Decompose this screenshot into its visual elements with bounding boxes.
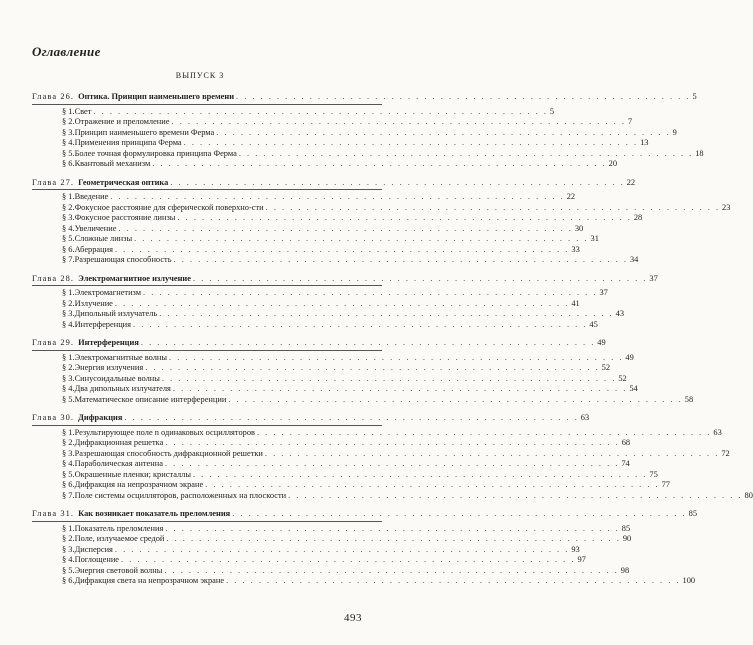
leader-dots: . . . . . . . . . . . . . . . . . . . . . . . . . . . . . . . . . . . . . . . . . . . . . . . . . . . . . . . . bbox=[232, 509, 687, 518]
leader-dots: . . . . . . . . . . . . . . . . . . . . . . . . . . . . . . . . . . . . . . . . . . . . . . . . . . . . . . . . bbox=[183, 138, 639, 147]
section-entry[interactable] bbox=[32, 213, 643, 224]
section-entry[interactable] bbox=[32, 223, 584, 235]
section-number: § 4. bbox=[62, 319, 75, 329]
section-title: Интерференция bbox=[74, 319, 132, 329]
section-title: Параболическая антенна bbox=[74, 459, 163, 468]
section-number: § 4. bbox=[62, 138, 75, 147]
leader-dots: . . . . . . . . . . . . . . . . . . . . . . . . . . . . . . . . . . . . . . . . . . . . . . . . . . . . . . . . bbox=[124, 413, 579, 422]
chapter-heading[interactable] bbox=[32, 413, 590, 426]
section-title: Дифракция на непрозрачном экране bbox=[74, 480, 204, 489]
section-entry[interactable] bbox=[32, 438, 631, 449]
leader-dots: . . . . . . . . . . . . . . . . . . . . . . . . . . . . . . . . . . . . . . . . . . . . . . . . . . . . . . . . bbox=[134, 234, 589, 243]
section-title: Дисперсия bbox=[74, 544, 113, 554]
section-title: Излучение bbox=[74, 298, 113, 308]
leader-dots: . . . . . . . . . . . . . . . . . . . . . . . . . . . . . . . . . . . . . . . . . . . . . . . . . . . . . . . . bbox=[264, 448, 720, 458]
section-page: 52 bbox=[618, 373, 627, 383]
section-title: Разрешающая способность дифракционной решетки bbox=[74, 448, 263, 458]
section-page: 63 bbox=[713, 427, 722, 437]
section-number: § 3. bbox=[62, 544, 75, 554]
section-title: Энергия световой волны bbox=[74, 565, 163, 575]
section-page: 74 bbox=[621, 459, 630, 468]
leader-dots: . . . . . . . . . . . . . . . . . . . . . . . . . . . . . . . . . . . . . . . . . . . . . . . . . . . . . . . . bbox=[145, 363, 600, 372]
section-number: § 1. bbox=[62, 523, 75, 533]
leader-dots: . . . . . . . . . . . . . . . . . . . . . . . . . . . . . . . . . . . . . . . . . . . . . . . . . . . . . . . . bbox=[228, 394, 683, 404]
chapter-title: Электромагнитное излучение bbox=[78, 273, 191, 283]
section-page: 31 bbox=[590, 234, 599, 243]
chapter-title: Геометрическая оптика bbox=[78, 177, 169, 187]
section-title: Увеличение bbox=[74, 223, 117, 233]
section-page: 18 bbox=[695, 148, 704, 158]
section-entry[interactable] bbox=[32, 138, 649, 149]
section-entry[interactable] bbox=[32, 106, 555, 118]
chapter-block bbox=[32, 177, 731, 266]
chapter-heading[interactable] bbox=[32, 273, 658, 287]
section-page: 93 bbox=[571, 544, 580, 554]
leader-dots: . . . . . . . . . . . . . . . . . . . . . . . . . . . . . . . . . . . . . . . . . . . . . . . . . . . . . . . . bbox=[171, 117, 626, 126]
leader-dots: . . . . . . . . . . . . . . . . . . . . . . . . . . . . . . . . . . . . . . . . . . . . . . . . . . . . . . . . bbox=[192, 273, 648, 283]
leader-dots: . . . . . . . . . . . . . . . . . . . . . . . . . . . . . . . . . . . . . . . . . . . . . . . . . . . . . . . . bbox=[165, 523, 620, 533]
section-page: 20 bbox=[608, 159, 618, 168]
chapter-page: 63 bbox=[580, 413, 590, 422]
section-number: § 7. bbox=[62, 255, 75, 264]
section-entry[interactable] bbox=[32, 234, 599, 245]
section-entry[interactable] bbox=[32, 363, 611, 374]
section-entry[interactable] bbox=[32, 555, 586, 566]
section-entry[interactable] bbox=[32, 117, 633, 128]
section-page: 72 bbox=[721, 448, 730, 458]
section-entry[interactable] bbox=[32, 127, 677, 139]
section-entry[interactable] bbox=[32, 202, 731, 214]
section-entry[interactable] bbox=[32, 384, 638, 395]
section-number: § 6. bbox=[62, 159, 75, 168]
leader-dots: . . . . . . . . . . . . . . . . . . . . . . . . . . . . . . . . . . . . . . . . . . . . . . . . . . . . . . . . bbox=[118, 223, 573, 233]
section-title: Сложные линзы bbox=[74, 234, 133, 243]
leader-dots: . . . . . . . . . . . . . . . . . . . . . . . . . . . . . . . . . . . . . . . . . . . . . . . . . . . . . . . . bbox=[133, 319, 588, 329]
chapter-page: 37 bbox=[649, 273, 658, 283]
section-number: § 5. bbox=[62, 394, 75, 404]
chapter-block bbox=[32, 338, 694, 405]
leader-dots: . . . . . . . . . . . . . . . . . . . . . . . . . . . . . . . . . . . . . . . . . . . . . . . . . . . . . . . . bbox=[93, 106, 548, 116]
table-of-contents bbox=[32, 92, 753, 595]
section-page: 30 bbox=[574, 223, 584, 233]
chapter-label: Глава 31. bbox=[32, 509, 75, 518]
section-page: 34 bbox=[629, 255, 639, 264]
chapter-title: Интерференция bbox=[78, 338, 139, 347]
chapter-title: Дифракция bbox=[78, 413, 123, 422]
section-title: Квантовый механизм bbox=[74, 159, 151, 168]
section-page: 90 bbox=[622, 534, 632, 543]
leader-dots: . . . . . . . . . . . . . . . . . . . . . . . . . . . . . . . . . . . . . . . . . . . . . . . . . . . . . . . . bbox=[265, 202, 721, 212]
section-entry[interactable] bbox=[32, 576, 696, 587]
section-number: § 2. bbox=[62, 117, 75, 126]
section-entry[interactable] bbox=[32, 288, 608, 299]
section-page: 97 bbox=[577, 555, 586, 564]
section-title: Результирующее поле n одинаковых осцилляторов bbox=[74, 427, 255, 437]
leader-dots: . . . . . . . . . . . . . . . . . . . . . . . . . . . . . . . . . . . . . . . . . . . . . . . . . . . . . . . . bbox=[164, 565, 619, 575]
section-title: Математическое описание интерференции bbox=[74, 394, 227, 404]
section-number: § 3. bbox=[62, 213, 75, 222]
leader-dots: . . . . . . . . . . . . . . . . . . . . . . . . . . . . . . . . . . . . . . . . . . . . . . . . . . . . . . . . bbox=[159, 309, 614, 318]
section-title: Поле системы осцилляторов, расположенных на плоскости bbox=[74, 490, 287, 500]
section-entry[interactable] bbox=[32, 244, 580, 256]
chapter-label: Глава 29. bbox=[32, 338, 75, 347]
section-page: 9 bbox=[672, 127, 677, 137]
section-number: § 4. bbox=[62, 384, 75, 393]
leader-dots: . . . . . . . . . . . . . . . . . . . . . . . . . . . . . . . . . . . . . . . . . . . . . . . . . . . . . . . . bbox=[169, 352, 624, 362]
leader-dots: . . . . . . . . . . . . . . . . . . . . . . . . . . . . . . . . . . . . . . . . . . . . . . . . . . . . . . . . bbox=[114, 298, 570, 308]
section-title: Отражение и преломление bbox=[74, 117, 170, 126]
chapter-label: Глава 28. bbox=[32, 273, 75, 283]
section-page: 28 bbox=[633, 213, 643, 222]
section-page: 49 bbox=[625, 352, 634, 362]
section-number: § 2. bbox=[62, 363, 75, 372]
chapter-page: 49 bbox=[597, 338, 606, 347]
leader-dots: . . . . . . . . . . . . . . . . . . . . . . . . . . . . . . . . . . . . . . . . . . . . . . . . . . . . . . . . bbox=[161, 373, 617, 383]
leader-dots: . . . . . . . . . . . . . . . . . . . . . . . . . . . . . . . . . . . . . . . . . . . . . . . . . . . . . . . . bbox=[238, 148, 694, 158]
section-number: § 3. bbox=[62, 309, 75, 318]
leader-dots: . . . . . . . . . . . . . . . . . . . . . . . . . . . . . . . . . . . . . . . . . . . . . . . . . . . . . . . . bbox=[143, 288, 598, 297]
section-entry[interactable] bbox=[32, 352, 634, 364]
section-number: § 4. bbox=[62, 555, 75, 564]
leader-dots: . . . . . . . . . . . . . . . . . . . . . . . . . . . . . . . . . . . . . . . . . . . . . . . . . . . . . . . . bbox=[152, 159, 607, 168]
section-page: 80 bbox=[744, 490, 753, 500]
section-page: 58 bbox=[684, 394, 694, 404]
chapter-label: Глава 30. bbox=[32, 413, 75, 422]
chapter-label: Глава 27. bbox=[32, 177, 75, 187]
section-title: Фокусное расстояние линзы bbox=[74, 213, 176, 222]
section-title: Два дипольных излучателя bbox=[74, 384, 171, 393]
section-entry[interactable] bbox=[32, 469, 658, 481]
section-title: Разрешающая способность bbox=[74, 255, 172, 264]
section-number: § 6. bbox=[62, 244, 75, 254]
section-entry[interactable] bbox=[32, 427, 722, 439]
section-page: 5 bbox=[549, 106, 555, 116]
section-entry[interactable] bbox=[32, 448, 730, 460]
section-page: 22 bbox=[566, 192, 576, 201]
section-number: § 3. bbox=[62, 127, 75, 137]
section-page: 77 bbox=[661, 480, 670, 489]
section-number: § 2. bbox=[62, 534, 75, 543]
section-title: Принцип наименьшего времени Ферма bbox=[74, 127, 215, 137]
section-number: § 4. bbox=[62, 223, 75, 233]
section-entry[interactable] bbox=[32, 309, 625, 320]
leader-dots: . . . . . . . . . . . . . . . . . . . . . . . . . . . . . . . . . . . . . . . . . . . . . . . . . . . . . . . . bbox=[173, 255, 628, 264]
chapter-page: 85 bbox=[688, 509, 697, 518]
section-number: § 1. bbox=[62, 352, 75, 362]
leader-dots: . . . . . . . . . . . . . . . . . . . . . . . . . . . . . . . . . . . . . . . . . . . . . . . . . . . . . . . . bbox=[121, 555, 576, 564]
section-page: 41 bbox=[571, 298, 580, 308]
section-page: 33 bbox=[571, 244, 580, 254]
section-number: § 1. bbox=[62, 288, 75, 297]
section-number: § 2. bbox=[62, 438, 75, 447]
section-title: Показатель преломления bbox=[74, 523, 164, 533]
section-page: 98 bbox=[620, 565, 630, 575]
section-entry[interactable] bbox=[32, 192, 576, 203]
chapter-block bbox=[32, 413, 753, 501]
section-entry[interactable] bbox=[32, 534, 632, 545]
section-page: 43 bbox=[615, 309, 625, 318]
section-entry[interactable] bbox=[32, 544, 580, 556]
section-page: 68 bbox=[621, 438, 631, 447]
page-heading: Оглавление bbox=[32, 44, 101, 59]
section-number: § 3. bbox=[62, 448, 75, 458]
section-title: Более точная формулировка принципа Ферма bbox=[74, 148, 237, 158]
section-title: Поглощение bbox=[74, 555, 120, 564]
section-title: Введение bbox=[74, 192, 109, 201]
section-title: Аберрация bbox=[74, 244, 113, 254]
section-title: Окрашенные пленки; кристаллы bbox=[74, 469, 191, 479]
section-number: § 6. bbox=[62, 576, 75, 585]
section-entry[interactable] bbox=[32, 459, 630, 470]
section-entry[interactable] bbox=[32, 394, 694, 406]
section-entry[interactable] bbox=[32, 565, 630, 577]
section-number: § 5. bbox=[62, 234, 75, 243]
chapter-heading[interactable] bbox=[32, 92, 697, 105]
section-number: § 5. bbox=[62, 148, 75, 158]
chapter-title: Как возникает показатель преломления bbox=[78, 509, 231, 518]
leader-dots: . . . . . . . . . . . . . . . . . . . . . . . . . . . . . . . . . . . . . . . . . . . . . . . . . . . . . . . . bbox=[177, 213, 632, 222]
chapter-heading[interactable] bbox=[32, 177, 636, 191]
chapter-heading[interactable] bbox=[32, 509, 697, 522]
section-title: Энергия излучения bbox=[74, 363, 144, 372]
leader-dots: . . . . . . . . . . . . . . . . . . . . . . . . . . . . . . . . . . . . . . . . . . . . . . . . . . . . . . . . bbox=[140, 338, 596, 347]
section-number: § 1. bbox=[62, 106, 75, 116]
leader-dots: . . . . . . . . . . . . . . . . . . . . . . . . . . . . . . . . . . . . . . . . . . . . . . . . . . . . . . . . bbox=[288, 490, 743, 500]
section-title: Свет bbox=[74, 106, 92, 116]
leader-dots: . . . . . . . . . . . . . . . . . . . . . . . . . . . . . . . . . . . . . . . . . . . . . . . . . . . . . . . . bbox=[166, 534, 621, 543]
section-number: § 1. bbox=[62, 427, 75, 437]
leader-dots: . . . . . . . . . . . . . . . . . . . . . . . . . . . . . . . . . . . . . . . . . . . . . . . . . . . . . . . . bbox=[226, 576, 681, 585]
leader-dots: . . . . . . . . . . . . . . . . . . . . . . . . . . . . . . . . . . . . . . . . . . . . . . . . . . . . . . . . bbox=[114, 244, 570, 254]
section-title: Дифракция света на непрозрачном экране bbox=[74, 576, 225, 585]
section-title: Синусоидальные волны bbox=[74, 373, 160, 383]
chapter-block bbox=[32, 273, 658, 331]
section-entry[interactable] bbox=[32, 159, 618, 170]
section-title: Дифракционная решетка bbox=[74, 438, 164, 447]
chapter-block bbox=[32, 92, 704, 170]
leader-dots: . . . . . . . . . . . . . . . . . . . . . . . . . . . . . . . . . . . . . . . . . . . . . . . . . . . . . . . . bbox=[172, 384, 628, 393]
chapter-page: 22 bbox=[626, 177, 636, 187]
section-number: § 5. bbox=[62, 565, 75, 575]
section-page: 45 bbox=[589, 319, 598, 329]
leader-dots: . . . . . . . . . . . . . . . . . . . . . . . . . . . . . . . . . . . . . . . . . . . . . . . . . . . . . . . . bbox=[114, 544, 570, 554]
section-number: § 5. bbox=[62, 469, 75, 479]
section-page: 85 bbox=[621, 523, 631, 533]
leader-dots: . . . . . . . . . . . . . . . . . . . . . . . . . . . . . . . . . . . . . . . . . . . . . . . . . . . . . . . . bbox=[170, 177, 625, 187]
section-page: 52 bbox=[601, 363, 611, 372]
leader-dots: . . . . . . . . . . . . . . . . . . . . . . . . . . . . . . . . . . . . . . . . . . . . . . . . . . . . . . . . bbox=[256, 427, 712, 437]
section-title: Фокусное расстояние для сферической поверхно-сти bbox=[74, 202, 264, 212]
chapter-block bbox=[32, 509, 697, 587]
leader-dots: . . . . . . . . . . . . . . . . . . . . . . . . . . . . . . . . . . . . . . . . . . . . . . . . . . . . . . . . bbox=[205, 480, 660, 489]
section-entry[interactable] bbox=[32, 298, 580, 310]
chapter-heading[interactable] bbox=[32, 338, 606, 351]
section-page: 37 bbox=[599, 288, 608, 297]
section-title: Электромагнитные волны bbox=[74, 352, 168, 362]
page-number: 493 bbox=[344, 612, 362, 624]
section-number: § 2. bbox=[62, 298, 75, 308]
section-entry[interactable] bbox=[32, 490, 753, 502]
section-number: § 2. bbox=[62, 202, 75, 212]
section-entry[interactable] bbox=[32, 523, 631, 535]
section-number: § 4. bbox=[62, 459, 75, 468]
section-entry[interactable] bbox=[32, 373, 627, 385]
section-entry[interactable] bbox=[32, 255, 639, 266]
section-number: § 7. bbox=[62, 490, 75, 500]
section-page: 7 bbox=[627, 117, 633, 126]
section-entry[interactable] bbox=[32, 148, 704, 160]
section-entry[interactable] bbox=[32, 480, 670, 491]
section-title: Электромагнетизм bbox=[74, 288, 142, 297]
section-title: Дипольный излучатель bbox=[74, 309, 158, 318]
chapter-title: Оптика. Принцип наименьшего времени bbox=[78, 92, 235, 101]
chapter-label: Глава 26. bbox=[32, 92, 75, 101]
leader-dots: . . . . . . . . . . . . . . . . . . . . . . . . . . . . . . . . . . . . . . . . . . . . . . . . . . . . . . . . bbox=[110, 192, 565, 201]
section-number: § 6. bbox=[62, 480, 75, 489]
section-number: § 3. bbox=[62, 373, 75, 383]
section-page: 13 bbox=[640, 138, 649, 147]
section-title: Применения принципа Ферма bbox=[74, 138, 182, 147]
volume-subtitle: ВЫПУСК 3 bbox=[175, 71, 225, 80]
leader-dots: . . . . . . . . . . . . . . . . . . . . . . . . . . . . . . . . . . . . . . . . . . . . . . . . . . . . . . . . bbox=[164, 459, 620, 468]
chapter-page: 5 bbox=[692, 92, 697, 101]
section-page: 54 bbox=[629, 384, 638, 393]
leader-dots: . . . . . . . . . . . . . . . . . . . . . . . . . . . . . . . . . . . . . . . . . . . . . . . . . . . . . . . . bbox=[236, 92, 691, 101]
leader-dots: . . . . . . . . . . . . . . . . . . . . . . . . . . . . . . . . . . . . . . . . . . . . . . . . . . . . . . . . bbox=[165, 438, 620, 447]
section-page: 23 bbox=[722, 202, 731, 212]
section-entry[interactable] bbox=[32, 319, 598, 331]
section-title: Поле, излучаемое средой bbox=[74, 534, 165, 543]
section-page: 100 bbox=[682, 576, 696, 585]
section-number: § 1. bbox=[62, 192, 75, 201]
leader-dots: . . . . . . . . . . . . . . . . . . . . . . . . . . . . . . . . . . . . . . . . . . . . . . . . . . . . . . . . bbox=[192, 469, 648, 479]
leader-dots: . . . . . . . . . . . . . . . . . . . . . . . . . . . . . . . . . . . . . . . . . . . . . . . . . . . . . . . . bbox=[216, 127, 671, 137]
section-page: 75 bbox=[649, 469, 658, 479]
